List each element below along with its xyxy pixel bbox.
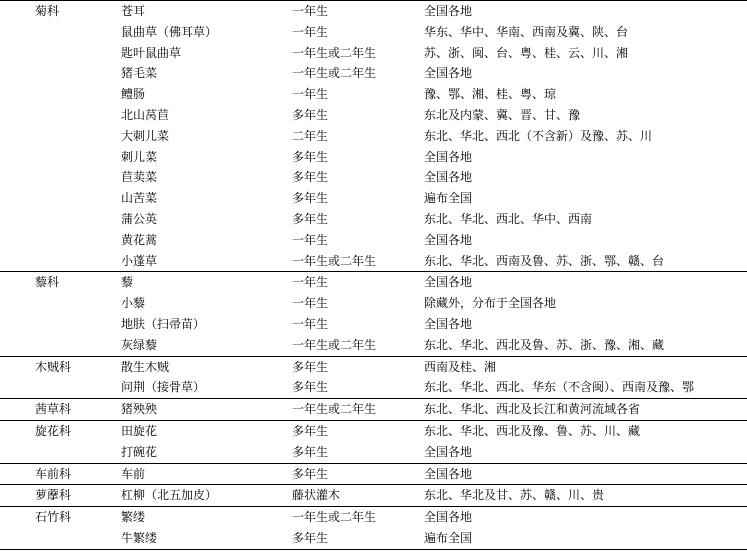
- plant-name: 黄花蒿: [121, 232, 158, 247]
- distribution: 全国各地: [424, 66, 473, 81]
- plant-name: 繁缕: [121, 510, 146, 525]
- distribution: 东北、华北、西北及鲁、苏、浙、豫、湘、藏: [424, 337, 665, 352]
- table-row: [0, 442, 747, 463]
- distribution: 东北、华北及甘、苏、赣、川、贵: [424, 488, 605, 503]
- life-cycle: 多年生: [292, 149, 329, 164]
- life-cycle: 一年生或二年生: [292, 253, 377, 268]
- plant-name: 鼠曲草（佛耳草）: [121, 24, 218, 39]
- life-cycle: 一年生或二年生: [292, 402, 377, 417]
- distribution: 苏、浙、闽、台、粤、桂、云、川、湘: [424, 45, 629, 60]
- table-row: [0, 147, 747, 168]
- plant-name: 大刺儿菜: [121, 128, 170, 143]
- family-name: 藜科: [35, 275, 60, 290]
- table-row: [0, 464, 747, 485]
- table-row: [0, 84, 747, 105]
- table-row: [0, 272, 747, 293]
- distribution: 遍布全国: [424, 191, 473, 206]
- table-row: [0, 528, 747, 549]
- distribution: 全国各地: [424, 275, 473, 290]
- distribution: 豫、鄂、湘、桂、粤、琼: [424, 87, 557, 102]
- life-cycle: 多年生: [292, 466, 329, 481]
- family-group: [0, 399, 747, 421]
- distribution: 全国各地: [424, 232, 473, 247]
- life-cycle: 多年生: [292, 444, 329, 459]
- family-group: [0, 421, 747, 464]
- distribution: 全国各地: [424, 316, 473, 331]
- life-cycle: 多年生: [292, 191, 329, 206]
- life-cycle: 一年生: [292, 4, 329, 18]
- table-row: [0, 293, 747, 314]
- life-cycle: 一年生: [292, 316, 329, 331]
- plant-name: 鳢肠: [121, 87, 146, 102]
- distribution: 东北、华北、西北、华中、西南: [424, 211, 593, 226]
- family-group: [0, 464, 747, 486]
- plant-name: 牛繁缕: [121, 530, 158, 545]
- plant-name: 小藜: [121, 296, 146, 311]
- family-name: 木贼科: [35, 359, 72, 374]
- plant-name: 问荆（接骨草）: [121, 380, 206, 395]
- life-cycle: 一年生: [292, 232, 329, 247]
- table-row: [0, 209, 747, 230]
- table-row: [0, 357, 747, 378]
- plant-name: 刺儿菜: [121, 149, 158, 164]
- plant-name: 北山莴苣: [121, 107, 170, 122]
- plant-name: 藜: [121, 275, 134, 290]
- plant-name: 田旋花: [121, 423, 158, 438]
- family-name: 茜草科: [35, 402, 72, 417]
- life-cycle: 多年生: [292, 530, 329, 545]
- plant-name: 散生木贼: [121, 359, 170, 374]
- family-name: 菊科: [35, 4, 60, 18]
- life-cycle: 一年生或二年生: [292, 337, 377, 352]
- plant-name: 山苦菜: [121, 191, 158, 206]
- plant-name: 苣荬菜: [121, 170, 158, 185]
- distribution: 全国各地: [424, 466, 473, 481]
- life-cycle: 多年生: [292, 211, 329, 226]
- plant-name: 猪殃殃: [121, 402, 158, 417]
- distribution: 东北、华北、西北及豫、鲁、苏、川、藏: [424, 423, 641, 438]
- distribution: 除藏外，分布于全国各地: [424, 296, 557, 311]
- life-cycle: 一年生或二年生: [292, 510, 377, 525]
- family-group: [0, 357, 747, 400]
- plant-name: 蒲公英: [121, 211, 158, 226]
- life-cycle: 一年生: [292, 296, 329, 311]
- distribution: 东北、华北、西南及鲁、苏、浙、鄂、赣、台: [424, 253, 665, 268]
- plant-name: 灰绿藜: [121, 337, 158, 352]
- table-row: [0, 314, 747, 335]
- family-name: 旋花科: [35, 423, 72, 438]
- plant-name: 车前: [121, 466, 146, 481]
- life-cycle: 一年生: [292, 87, 329, 102]
- plant-name: 杠柳（北五加皮）: [121, 488, 218, 503]
- plant-name: 苍耳: [121, 4, 146, 18]
- life-cycle: 一年生: [292, 24, 329, 39]
- life-cycle: 二年生: [292, 128, 329, 143]
- life-cycle: 多年生: [292, 170, 329, 185]
- family-group: [0, 0, 747, 272]
- plant-name: 地肤（扫帚苗）: [121, 316, 206, 331]
- distribution: 全国各地: [424, 170, 473, 185]
- distribution: 西南及桂、湘: [424, 359, 497, 374]
- distribution: 全国各地: [424, 4, 473, 18]
- distribution: 东北、华北、西北及长江和黄河流域各省: [424, 402, 641, 417]
- life-cycle: 一年生或二年生: [292, 66, 377, 81]
- family-name: 萝藦科: [35, 488, 72, 503]
- family-name: 车前科: [35, 466, 72, 481]
- distribution: 东北及内蒙、冀、晋、甘、豫: [424, 107, 581, 122]
- family-group: [0, 507, 747, 550]
- plant-name: 打碗花: [121, 444, 158, 459]
- life-cycle: 多年生: [292, 359, 329, 374]
- distribution: 东北、华北、西北、华东（不含闽）、西南及豫、鄂: [424, 380, 695, 395]
- table-row: [0, 399, 747, 420]
- table-row: [0, 167, 747, 188]
- distribution: 全国各地: [424, 444, 473, 459]
- family-name: 石竹科: [35, 510, 72, 525]
- life-cycle: 多年生: [292, 380, 329, 395]
- table-row: [0, 335, 747, 356]
- family-group: [0, 485, 747, 507]
- table-row: [0, 43, 747, 64]
- plant-name: 匙叶鼠曲草: [121, 45, 182, 60]
- distribution: 全国各地: [424, 510, 473, 525]
- table-row: [0, 126, 747, 147]
- distribution: 东北、华北、西北（不含新）及豫、苏、川: [424, 128, 653, 143]
- life-cycle: 多年生: [292, 107, 329, 122]
- table-row: [0, 377, 747, 398]
- table-row: [0, 251, 747, 272]
- table-row: [0, 421, 747, 442]
- table-row: [0, 1, 747, 22]
- table-row: [0, 230, 747, 251]
- plant-name: 小蓬草: [121, 253, 158, 268]
- family-group: [0, 272, 747, 356]
- table-row: [0, 63, 747, 84]
- distribution: 遍布全国: [424, 530, 473, 545]
- distribution: 全国各地: [424, 149, 473, 164]
- life-cycle: 一年生: [292, 275, 329, 290]
- table-row: [0, 507, 747, 528]
- table-row: [0, 485, 747, 506]
- table-row: [0, 188, 747, 209]
- table-row: [0, 22, 747, 43]
- life-cycle: 一年生或二年生: [292, 45, 377, 60]
- life-cycle: 多年生: [292, 423, 329, 438]
- table-row: [0, 105, 747, 126]
- life-cycle: 藤状灌木: [292, 488, 341, 503]
- plant-name: 猪毛菜: [121, 66, 158, 81]
- distribution: 华东、华中、华南、西南及冀、陕、台: [424, 24, 629, 39]
